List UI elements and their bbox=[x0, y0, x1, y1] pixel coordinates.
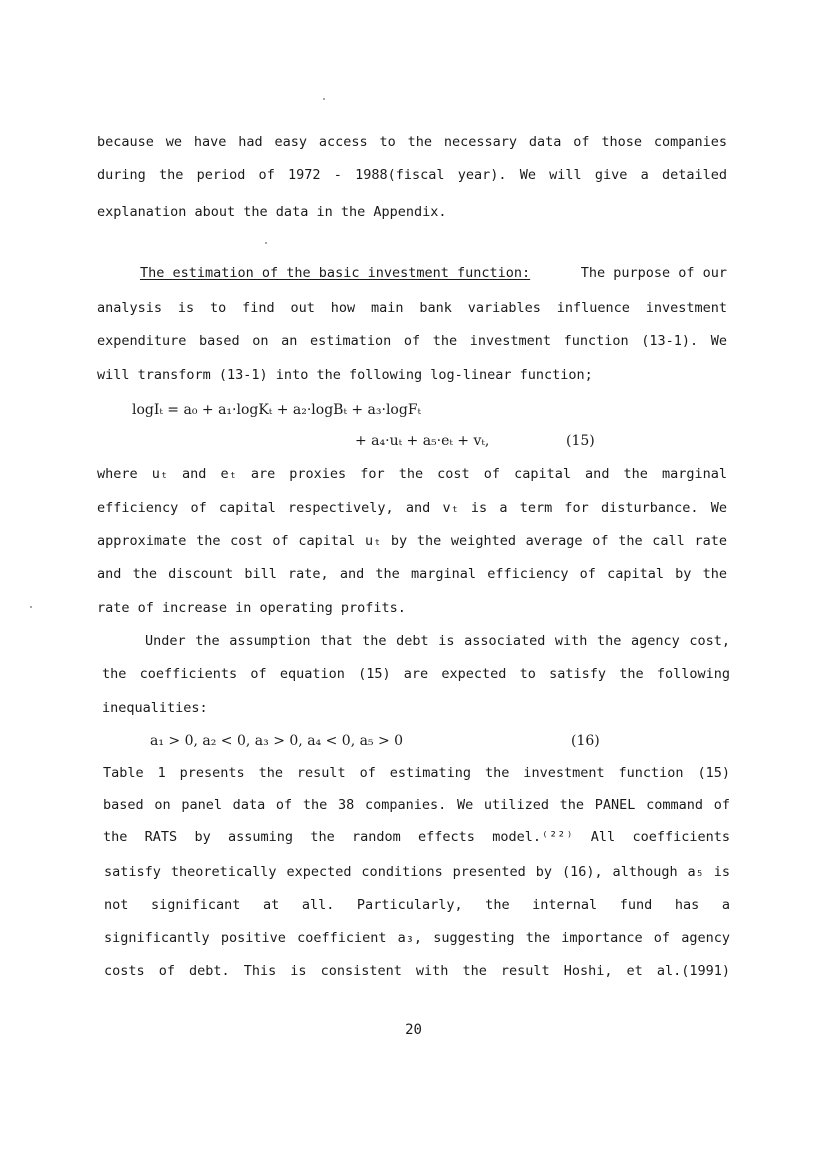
body-line: Table 1 presents the result of estimating the investment function (15) bbox=[103, 765, 730, 781]
body-line: because we have had easy access to the necessary data of those companies bbox=[97, 134, 727, 150]
body-line: rate of increase in operating profits. bbox=[97, 600, 406, 616]
body-line: expenditure based on an estimation of the investment function (13-1). We bbox=[97, 333, 727, 349]
body-line: significantly positive coefficient a₃, suggesting the importance of agency bbox=[104, 930, 730, 946]
body-line: efficiency of capital respectively, and vₜ is a term for disturbance. We bbox=[97, 500, 727, 516]
body-line: and the discount bill rate, and the marginal efficiency of capital by the bbox=[97, 566, 727, 582]
body-line: The purpose of our bbox=[580, 265, 727, 281]
body-line: where uₜ and eₜ are proxies for the cost of capital and the marginal bbox=[97, 466, 727, 482]
body-line: inequalities: bbox=[102, 700, 208, 716]
equation-15-line1: logIₜ = a₀ + a₁·logKₜ + a₂·logBₜ + a₃·logFₜ bbox=[132, 402, 421, 418]
body-line: during the period of 1972 - 1988(fiscal year). We will give a detailed bbox=[97, 167, 727, 183]
section-heading: The estimation of the basic investment function: bbox=[140, 265, 531, 281]
equation-15-line2: + a₄·uₜ + a₅·eₜ + vₜ, bbox=[355, 433, 490, 449]
body-line: satisfy theoretically expected conditions presented by (16), although a₅ is bbox=[104, 864, 730, 880]
body-line: the coefficients of equation (15) are expected to satisfy the following bbox=[102, 666, 730, 682]
equation-number: (16) bbox=[571, 733, 600, 749]
equation-number: (15) bbox=[566, 433, 595, 449]
scan-speck bbox=[30, 606, 32, 608]
body-line: the RATS by assuming the random effects model.⁽²²⁾ All coefficients bbox=[103, 829, 730, 845]
scan-speck bbox=[323, 98, 325, 100]
body-line: approximate the cost of capital uₜ by the weighted average of the call rate bbox=[97, 533, 727, 549]
body-line: analysis is to find out how main bank variables influence investment bbox=[97, 300, 727, 316]
section-heading-line bbox=[140, 265, 727, 281]
body-line: based on panel data of the 38 companies. We utilized the PANEL command of bbox=[103, 797, 730, 813]
body-line: not significant at all. Particularly, the internal fund has a bbox=[104, 897, 730, 913]
body-line: Under the assumption that the debt is associated with the agency cost, bbox=[145, 633, 730, 649]
page-number: 20 bbox=[405, 1022, 422, 1038]
scan-speck bbox=[265, 242, 267, 244]
body-line: explanation about the data in the Appendix. bbox=[97, 204, 447, 220]
body-line: will transform (13-1) into the following log-linear function; bbox=[97, 367, 593, 383]
body-line: costs of debt. This is consistent with the result Hoshi, et al.(1991) bbox=[104, 963, 730, 979]
inequality-16: a₁ > 0, a₂ < 0, a₃ > 0, a₄ < 0, a₅ > 0 bbox=[150, 733, 404, 749]
